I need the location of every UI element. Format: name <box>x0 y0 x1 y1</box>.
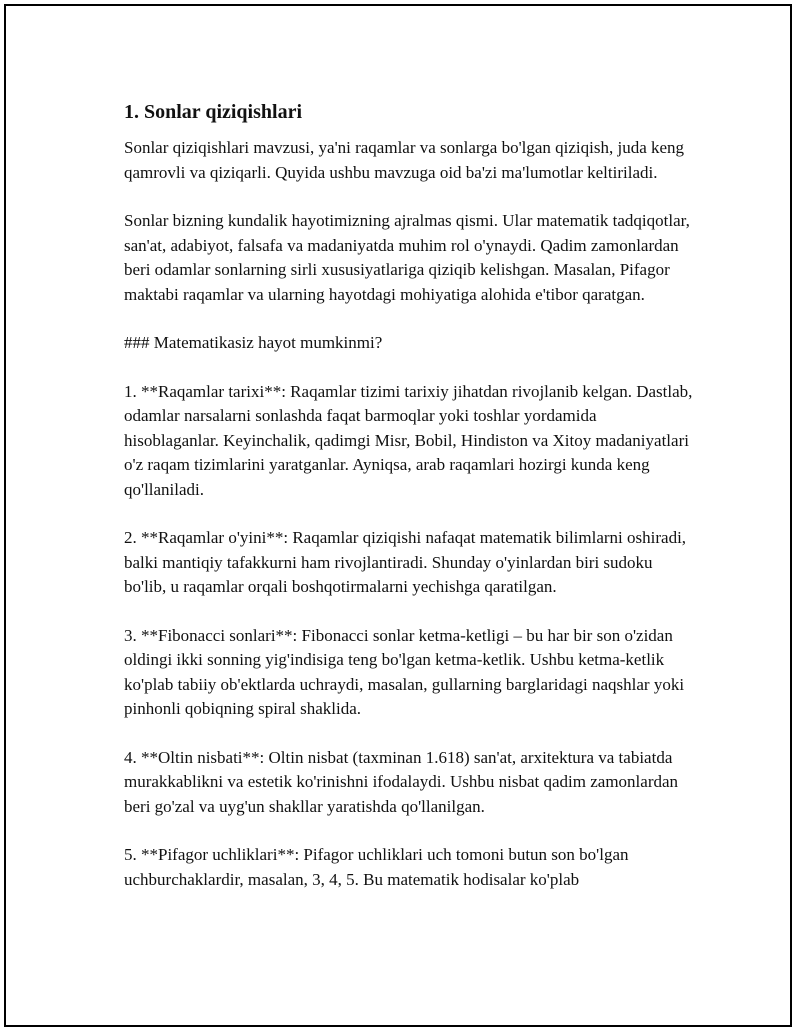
paragraph-item-2: 2. **Raqamlar o'yini**: Raqamlar qiziqishi nafaqat matematik bilimlarni oshiradi, balki mantiqiy tafakkurni ham rivojlantiradi. Shunday o'yinlardan biri sudoku bo'lib, u raqamlar orqali boshqotirmalarni yechishga qaratilgan. <box>124 528 687 596</box>
page-frame <box>4 4 792 1027</box>
paragraph-subheading: ### Matematikasiz hayot mumkinmi? <box>124 333 383 352</box>
document-body <box>124 98 694 916</box>
paragraph-context: Sonlar bizning kundalik hayotimizning ajralmas qismi. Ular matematik tadqiqotlar, san'at, adabiyot, falsafa va madaniyatda muhim rol o'ynaydi. Qadim zamonlardan beri odamlar sonlarning sirli xususiyatlariga qiziqib kelishgan. Masalan, Pifagor maktabi raqamlar va ularning hayotdagi mohiyatiga alohida e'tibor qaratgan. <box>124 211 690 304</box>
paragraph-item-1: 1. **Raqamlar tarixi**: Raqamlar tizimi tarixiy jihatdan rivojlanib kelgan. Dastlab, odamlar narsalarni sonlashda faqat barmoqlar yoki toshlar yordamida hisoblaganlar. Keyinchalik, qadimgi Misr, Bobil, Hindiston va Xitoy madaniyatlari o'z raqam tizimlarini yaratganlar. Ayniqsa, arab raqamlari hozirgi kunda keng qo'llaniladi. <box>124 381 693 499</box>
section-heading: 1. Sonlar qiziqishlari <box>124 101 303 123</box>
paragraph-item-4: 4. **Oltin nisbati**: Oltin nisbat (taxminan 1.618) san'at, arxitektura va tabiatda murakkablikni va estetik ko'rinishni ifodalaydi. Ushbu nisbat qadim zamonlardan beri go'zal va uyg'un shakllar yaratishda qo'llanilgan. <box>124 747 679 816</box>
paragraph-intro: Sonlar qiziqishlari mavzusi, ya'ni raqamlar va sonlarga bo'lgan qiziqish, juda keng qamrovli va qiziqarli. Quyida ushbu mavzuga oid ba'zi ma'lumotlar keltiriladi. <box>124 138 685 182</box>
paragraph-item-5: 5. **Pifagor uchliklari**: Pifagor uchliklari uch tomoni butun son bo'lgan uchburchaklardir, masalan, 3, 4, 5. Bu matematik hodisalar ko'plab <box>124 845 629 889</box>
paragraph-item-3: 3. **Fibonacci sonlari**: Fibonacci sonlar ketma-ketligi – bu har bir son o'zidan oldingi ikki sonning yig'indisiga teng bo'lgan ketma-ketlik. Ushbu ketma-ketlik ko'plab tabiiy ob'ektlarda uchraydi, masalan, gullarning barglaridagi naqshlar yoki pinhonli qobiqning spiral shaklida. <box>124 625 685 718</box>
